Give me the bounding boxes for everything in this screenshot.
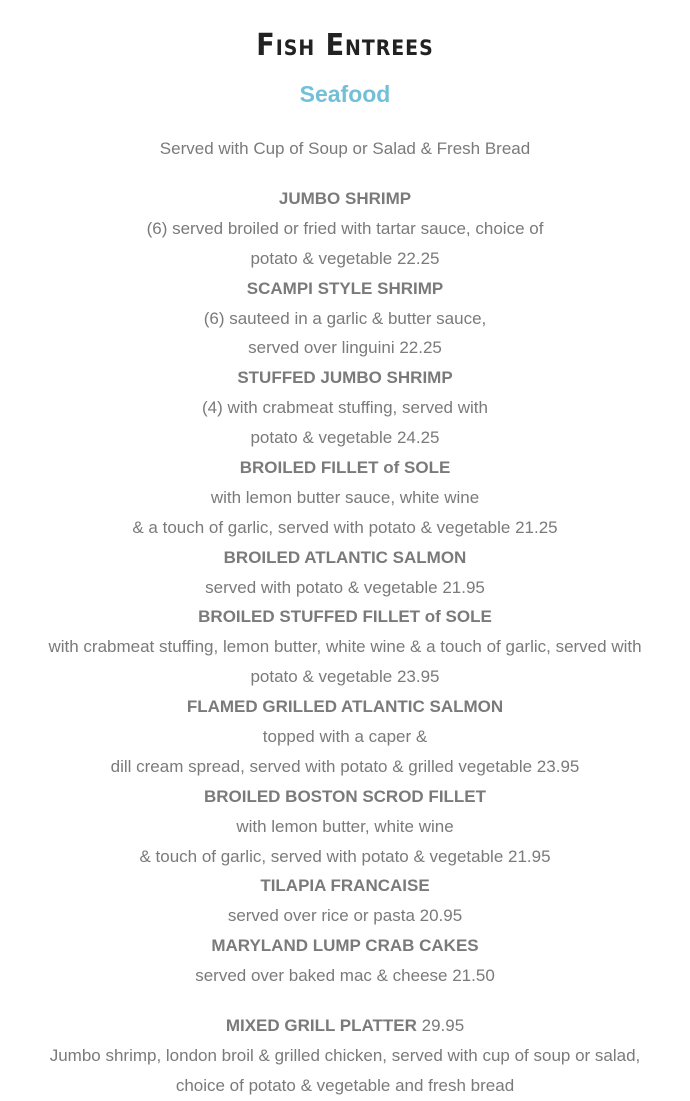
platter-description: Jumbo shrimp, london broil & grilled chicken, served with cup of soup or salad,: [49, 1045, 641, 1065]
menu-item-description: with crabmeat stuffing, lemon butter, white wine & a touch of garlic, served with: [48, 637, 642, 657]
menu-item-description: (6) sauteed in a garlic & butter sauce,: [203, 308, 487, 328]
menu-item-description: (6) served broiled or fried with tartar sauce, choice of: [146, 218, 544, 238]
menu-items: [0, 184, 690, 1101]
menu-item-name: FLAMED GRILLED ATLANTIC SALMON: [186, 697, 504, 717]
platter-price: 29.95: [421, 1016, 465, 1036]
menu-item-description: served over baked mac & cheese 21.50: [195, 966, 495, 986]
menu-item-name: BROILED BOSTON SCROD FILLET: [203, 786, 487, 806]
menu-item-description: (4) with crabmeat stuffing, served with: [202, 398, 488, 418]
menu-item-name: BROILED FILLET of SOLE: [239, 458, 451, 478]
menu-item-name: BROILED ATLANTIC SALMON: [223, 547, 467, 567]
menu-item-description: served over linguini 22.25: [248, 338, 442, 358]
menu-item-description: with lemon butter, white wine: [236, 816, 454, 836]
intro-text: Served with Cup of Soup or Salad & Fresh Bread: [159, 139, 531, 158]
menu-item-name: TILAPIA FRANCAISE: [260, 876, 430, 896]
platter-heading: [0, 1011, 690, 1041]
menu-item-description: & touch of garlic, served with potato & vegetable 21.95: [139, 846, 551, 866]
menu-item-name: SCAMPI STYLE SHRIMP: [246, 278, 444, 298]
menu-item-description: with lemon butter sauce, white wine: [210, 487, 480, 507]
menu-item-description: potato & vegetable 22.25: [250, 248, 440, 268]
menu-item-description: served with potato & vegetable 21.95: [205, 577, 485, 597]
menu-item-name: MARYLAND LUMP CRAB CAKES: [211, 936, 479, 956]
menu-item-description: potato & vegetable 23.95: [250, 667, 440, 687]
section-subtitle: Seafood: [299, 81, 391, 107]
spacer: [0, 991, 690, 1011]
menu-item-description: & a touch of garlic, served with potato & vegetable 21.25: [132, 517, 558, 537]
menu-item-name: JUMBO SHRIMP: [278, 189, 412, 208]
platter-name: MIXED GRILL PLATTER: [225, 1016, 417, 1036]
menu-item-description: potato & vegetable 24.25: [250, 428, 440, 448]
platter-description: choice of potato & vegetable and fresh bread: [175, 1075, 515, 1095]
menu-item-description: served over rice or pasta 20.95: [227, 906, 463, 926]
menu-item-name: BROILED STUFFED FILLET of SOLE: [198, 607, 492, 627]
menu-item-description: dill cream spread, served with potato & grilled vegetable 23.95: [110, 756, 580, 776]
menu-item-description: topped with a caper &: [262, 727, 428, 747]
page-title: Fish Entrees: [256, 28, 434, 63]
menu-item-name: STUFFED JUMBO SHRIMP: [237, 368, 453, 388]
